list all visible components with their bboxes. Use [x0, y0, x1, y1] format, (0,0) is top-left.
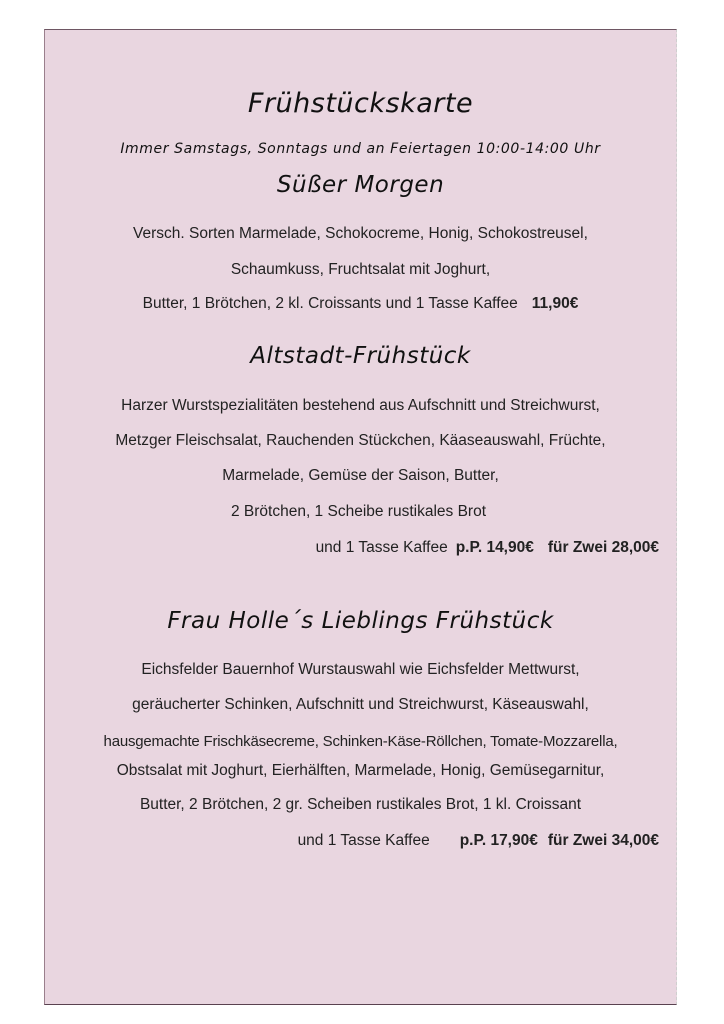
- menu-page: [44, 29, 677, 1005]
- section-2-line-4: 2 Brötchen, 1 Scheibe rustikales Brot: [230, 503, 487, 520]
- section-3-line-3: hausgemachte Frischkäsecreme, Schinken-Käse-Röllchen, Tomate-Mozzarella,: [103, 733, 618, 750]
- section-3-line-2: geräucherter Schinken, Aufschnitt und Streichwurst, Käseauswahl,: [132, 696, 589, 713]
- section-2-price-per-person: p.P. 14,90€: [455, 539, 534, 556]
- section-2-line-5: und 1 Tasse Kaffee: [315, 539, 448, 556]
- section-2-line-3: Marmelade, Gemüse der Saison, Butter,: [222, 467, 499, 484]
- section-2-line-2: Metzger Fleischsalat, Rauchenden Stückchen, Käaseauswahl, Früchte,: [115, 432, 606, 449]
- section-1-line-3-with-price: [45, 295, 676, 313]
- section-3-price-for-two: für Zwei 34,00€: [547, 832, 659, 849]
- section-1-line-1: Versch. Sorten Marmelade, Schokocreme, Honig, Schokostreusel,: [133, 225, 588, 242]
- section-1-line-3: Butter, 1 Brötchen, 2 kl. Croissants und 1 Tasse Kaffee: [142, 295, 518, 312]
- section-2-line-5-with-price: [45, 539, 659, 557]
- section-3-price-per-person: p.P. 17,90€: [459, 832, 538, 849]
- section-3-line-6-with-price: [45, 832, 659, 850]
- section-3-line-6: und 1 Tasse Kaffee: [297, 832, 430, 849]
- section-2-line-1: Harzer Wurstspezialitäten bestehend aus Aufschnitt und Streichwurst,: [121, 397, 600, 414]
- section-3-line-5: Butter, 2 Brötchen, 2 gr. Scheiben rustikales Brot, 1 kl. Croissant: [139, 796, 582, 813]
- section-title-frau-holles-lieblings-fruehstueck: Frau Holle´s Lieblings Frühstück: [167, 608, 554, 634]
- section-1-line-2: Schaumkuss, Fruchtsalat mit Joghurt,: [230, 261, 491, 278]
- menu-subtitle: Immer Samstags, Sonntags und an Feiertagen 10:00-14:00 Uhr: [120, 141, 601, 157]
- section-3-line-1: Eichsfelder Bauernhof Wurstauswahl wie Eichsfelder Mettwurst,: [141, 661, 580, 678]
- section-2-price-for-two: für Zwei 28,00€: [547, 539, 659, 556]
- menu-title: Frühstückskarte: [247, 88, 474, 119]
- section-1-price: 11,90€: [531, 295, 579, 312]
- section-title-suesser-morgen: Süßer Morgen: [276, 172, 445, 198]
- section-3-line-4: Obstsalat mit Joghurt, Eierhälften, Marmelade, Honig, Gemüsegarnitur,: [116, 762, 605, 779]
- section-title-altstadt-fruehstueck: Altstadt-Frühstück: [250, 343, 471, 369]
